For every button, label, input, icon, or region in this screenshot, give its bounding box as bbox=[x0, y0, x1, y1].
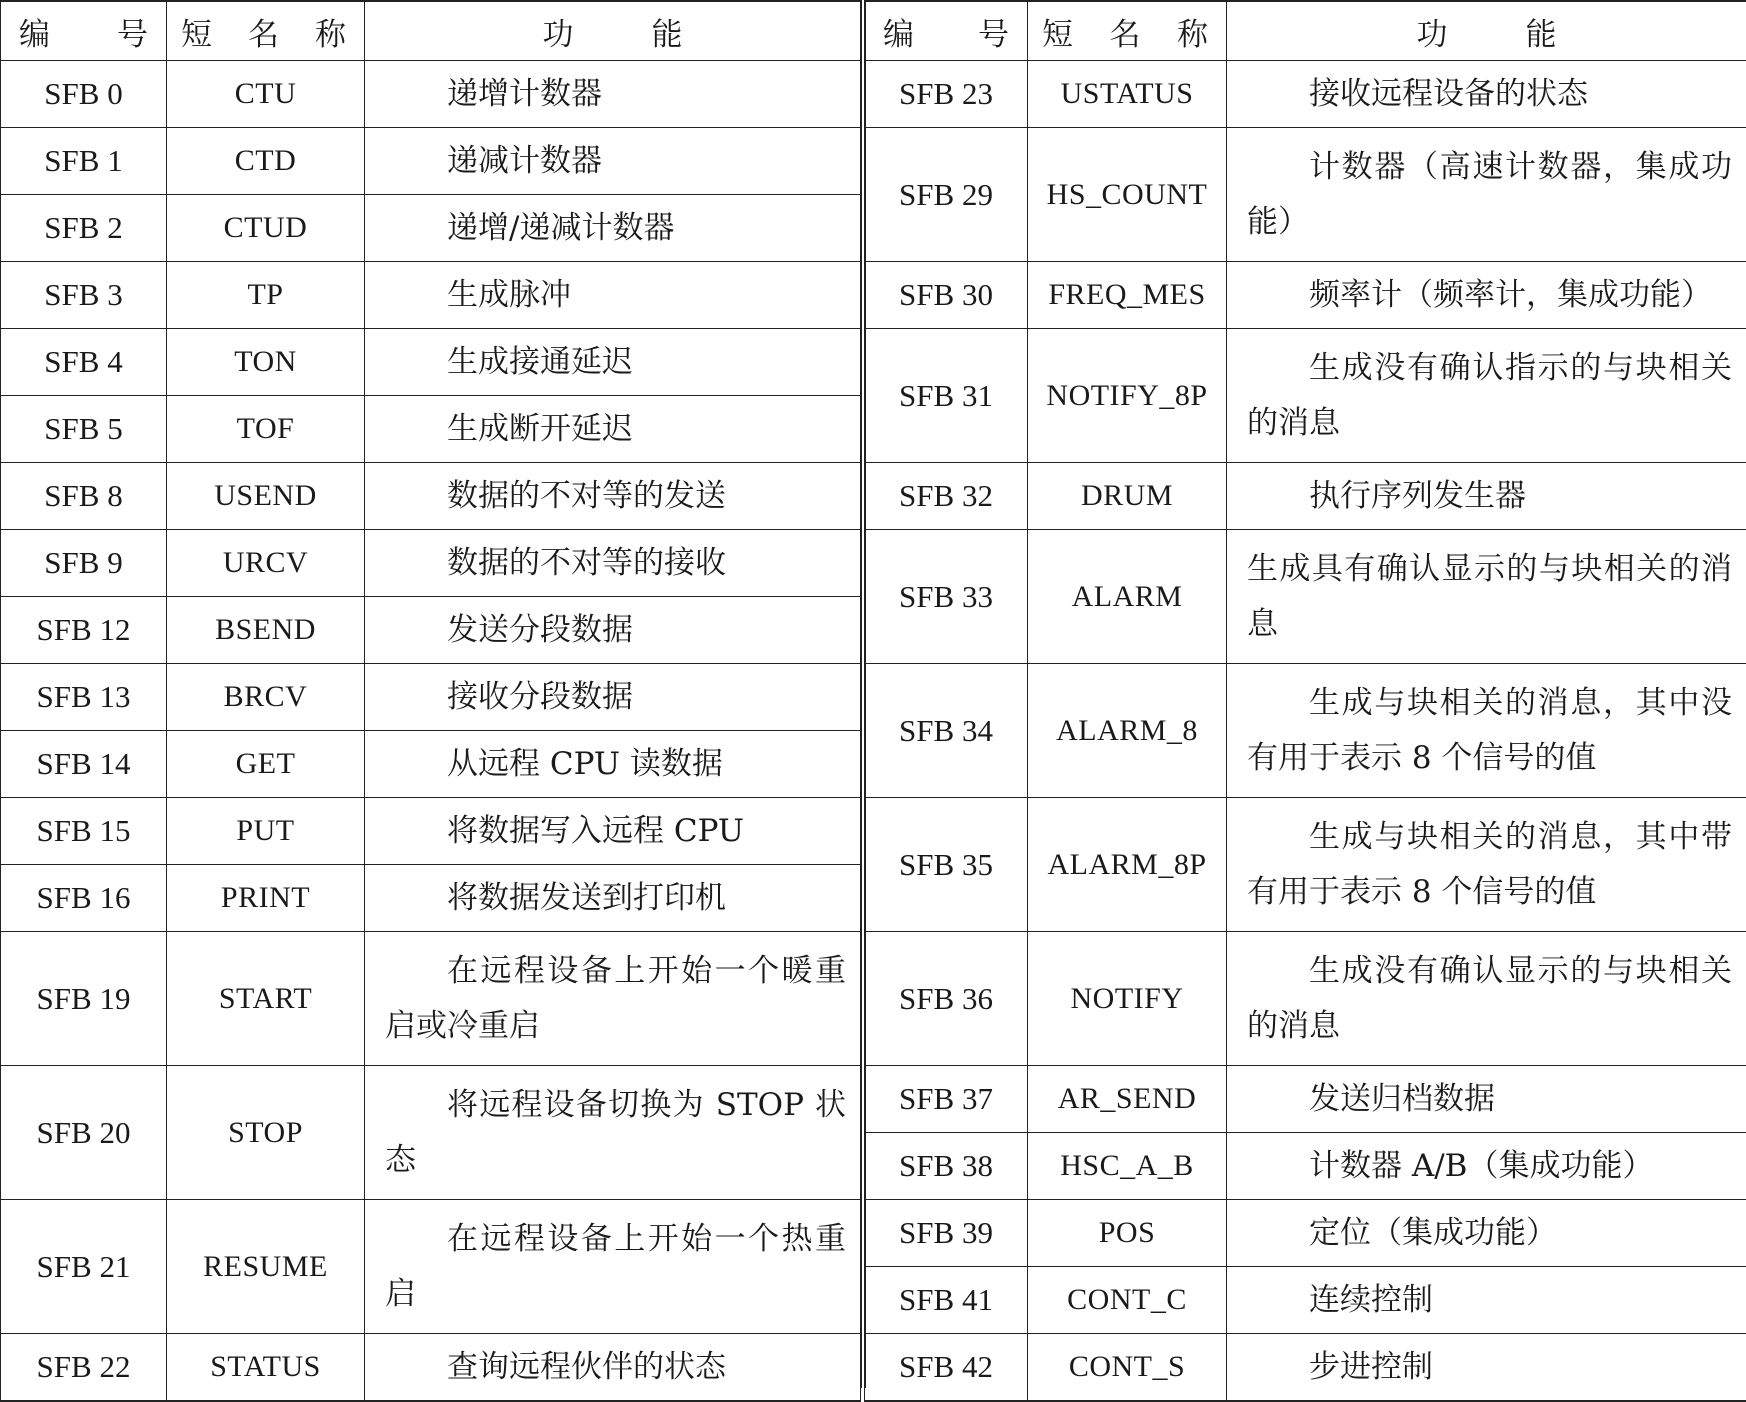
sfb-function-text: 接收分段数据 bbox=[385, 670, 846, 725]
sfb-function-text: 生成与块相关的消息，其中带有用于表示 8 个信号的值 bbox=[1247, 810, 1732, 920]
sfb-number: SFB 12 bbox=[1, 597, 167, 664]
sfb-number: SFB 37 bbox=[865, 1066, 1028, 1133]
sfb-number: SFB 31 bbox=[865, 329, 1028, 463]
sfb-abbr: STOP bbox=[167, 1066, 365, 1200]
table-row bbox=[865, 932, 1746, 1066]
sfb-function-text: 在远程设备上开始一个暖重启或冷重启 bbox=[385, 944, 846, 1054]
sfb-function bbox=[365, 597, 861, 664]
sfb-abbr: CONT_S bbox=[1028, 1334, 1227, 1402]
sfb-number: SFB 22 bbox=[1, 1334, 167, 1402]
table-row bbox=[1, 128, 861, 195]
sfb-function bbox=[1227, 1334, 1746, 1402]
sfb-number: SFB 21 bbox=[1, 1200, 167, 1334]
sfb-number: SFB 33 bbox=[865, 530, 1028, 664]
sfb-function bbox=[365, 664, 861, 731]
sfb-number: SFB 13 bbox=[1, 664, 167, 731]
sfb-number: SFB 36 bbox=[865, 932, 1028, 1066]
sfb-abbr: DRUM bbox=[1028, 463, 1227, 530]
sfb-function bbox=[1227, 530, 1746, 664]
table-row bbox=[1, 61, 861, 128]
sfb-function-text: 将数据写入远程 CPU bbox=[385, 804, 846, 859]
header-function: 功 能 bbox=[1227, 1, 1746, 61]
sfb-abbr: RESUME bbox=[167, 1200, 365, 1334]
table-row bbox=[1, 865, 861, 932]
sfb-function-text: 生成脉冲 bbox=[385, 268, 846, 323]
sfb-abbr: GET bbox=[167, 731, 365, 798]
sfb-function bbox=[365, 530, 861, 597]
sfb-abbr: PUT bbox=[167, 798, 365, 865]
header-row bbox=[865, 1, 1746, 61]
header-number: 编 号 bbox=[1, 1, 167, 61]
sfb-abbr: PRINT bbox=[167, 865, 365, 932]
table-row bbox=[1, 731, 861, 798]
sfb-function-text: 生成没有确认显示的与块相关的消息 bbox=[1247, 944, 1732, 1054]
sfb-number: SFB 41 bbox=[865, 1267, 1028, 1334]
sfb-abbr: URCV bbox=[167, 530, 365, 597]
sfb-table-right bbox=[864, 0, 1746, 1402]
sfb-abbr: CTU bbox=[167, 61, 365, 128]
table-row bbox=[865, 1267, 1746, 1334]
sfb-function-text: 计数器 A/B（集成功能） bbox=[1247, 1139, 1732, 1194]
header-row bbox=[1, 1, 861, 61]
table-row bbox=[865, 1200, 1746, 1267]
table-row bbox=[1, 1066, 861, 1200]
table-row bbox=[865, 530, 1746, 664]
table-row bbox=[1, 262, 861, 329]
sfb-function-text: 发送归档数据 bbox=[1247, 1072, 1732, 1127]
sfb-function bbox=[1227, 463, 1746, 530]
table-row bbox=[1, 1334, 861, 1402]
sfb-function bbox=[365, 1066, 861, 1200]
sfb-function bbox=[365, 262, 861, 329]
table-row bbox=[865, 128, 1746, 262]
sfb-function-text: 定位（集成功能） bbox=[1247, 1206, 1732, 1261]
sfb-function-text: 生成具有确认显示的与块相关的消息 bbox=[1247, 542, 1732, 652]
sfb-function-text: 查询远程伙伴的状态 bbox=[385, 1340, 846, 1395]
sfb-number: SFB 8 bbox=[1, 463, 167, 530]
sfb-function-text: 递增计数器 bbox=[385, 67, 846, 122]
sfb-function bbox=[365, 329, 861, 396]
table-row bbox=[1, 463, 861, 530]
sfb-function bbox=[1227, 664, 1746, 798]
table-row bbox=[865, 1133, 1746, 1200]
sfb-number: SFB 1 bbox=[1, 128, 167, 195]
sfb-function bbox=[1227, 1267, 1746, 1334]
table-row bbox=[1, 798, 861, 865]
sfb-function bbox=[365, 798, 861, 865]
table-row bbox=[865, 1066, 1746, 1133]
sfb-function bbox=[365, 932, 861, 1066]
sfb-abbr: START bbox=[167, 932, 365, 1066]
table-row bbox=[1, 530, 861, 597]
sfb-number: SFB 2 bbox=[1, 195, 167, 262]
sfb-abbr: HS_COUNT bbox=[1028, 128, 1227, 262]
sfb-number: SFB 4 bbox=[1, 329, 167, 396]
table-row bbox=[1, 1200, 861, 1334]
sfb-number: SFB 14 bbox=[1, 731, 167, 798]
sfb-abbr: CTD bbox=[167, 128, 365, 195]
table-row bbox=[1, 396, 861, 463]
table-row bbox=[865, 798, 1746, 932]
sfb-number: SFB 34 bbox=[865, 664, 1028, 798]
sfb-function-text: 生成断开延迟 bbox=[385, 402, 846, 457]
column-divider bbox=[860, 0, 862, 1388]
sfb-abbr: POS bbox=[1028, 1200, 1227, 1267]
sfb-function bbox=[1227, 932, 1746, 1066]
sfb-abbr: FREQ_MES bbox=[1028, 262, 1227, 329]
sfb-number: SFB 23 bbox=[865, 61, 1028, 128]
header-abbr: 短 名 称 bbox=[167, 1, 365, 61]
sfb-number: SFB 35 bbox=[865, 798, 1028, 932]
sfb-number: SFB 32 bbox=[865, 463, 1028, 530]
sfb-number: SFB 9 bbox=[1, 530, 167, 597]
sfb-number: SFB 29 bbox=[865, 128, 1028, 262]
sfb-function-text: 接收远程设备的状态 bbox=[1247, 67, 1732, 122]
sfb-function-text: 生成与块相关的消息，其中没有用于表示 8 个信号的值 bbox=[1247, 676, 1732, 786]
sfb-number: SFB 5 bbox=[1, 396, 167, 463]
sfb-function bbox=[365, 731, 861, 798]
sfb-number: SFB 16 bbox=[1, 865, 167, 932]
sfb-function bbox=[365, 865, 861, 932]
sfb-function-text: 执行序列发生器 bbox=[1247, 469, 1732, 524]
sfb-function bbox=[1227, 61, 1746, 128]
table-row bbox=[865, 262, 1746, 329]
sfb-function-text: 计数器（高速计数器，集成功能） bbox=[1247, 140, 1732, 250]
sfb-function-text: 数据的不对等的发送 bbox=[385, 469, 846, 524]
sfb-abbr: CONT_C bbox=[1028, 1267, 1227, 1334]
table-row bbox=[1, 329, 861, 396]
sfb-function bbox=[1227, 262, 1746, 329]
sfb-function-text: 数据的不对等的接收 bbox=[385, 536, 846, 591]
table-row bbox=[865, 61, 1746, 128]
sfb-function-text: 发送分段数据 bbox=[385, 603, 846, 658]
sfb-abbr: BSEND bbox=[167, 597, 365, 664]
sfb-abbr: USEND bbox=[167, 463, 365, 530]
sfb-number: SFB 15 bbox=[1, 798, 167, 865]
sfb-function bbox=[1227, 1066, 1746, 1133]
table-row bbox=[1, 597, 861, 664]
sfb-abbr: NOTIFY_8P bbox=[1028, 329, 1227, 463]
sfb-function bbox=[1227, 798, 1746, 932]
sfb-function bbox=[1227, 128, 1746, 262]
table-row bbox=[1, 664, 861, 731]
sfb-table-left bbox=[0, 0, 861, 1402]
sfb-function-text: 生成没有确认指示的与块相关的消息 bbox=[1247, 341, 1732, 451]
sfb-function bbox=[1227, 329, 1746, 463]
table-row bbox=[865, 664, 1746, 798]
sfb-function-text: 将远程设备切换为 STOP 状态 bbox=[385, 1078, 846, 1188]
sfb-number: SFB 19 bbox=[1, 932, 167, 1066]
sfb-abbr: NOTIFY bbox=[1028, 932, 1227, 1066]
sfb-number: SFB 42 bbox=[865, 1334, 1028, 1402]
header-function: 功 能 bbox=[365, 1, 861, 61]
sfb-abbr: HSC_A_B bbox=[1028, 1133, 1227, 1200]
sfb-function bbox=[365, 463, 861, 530]
sfb-number: SFB 38 bbox=[865, 1133, 1028, 1200]
sfb-number: SFB 0 bbox=[1, 61, 167, 128]
sfb-function-text: 步进控制 bbox=[1247, 1340, 1732, 1395]
table-row bbox=[1, 195, 861, 262]
sfb-abbr: ALARM_8P bbox=[1028, 798, 1227, 932]
header-number: 编 号 bbox=[865, 1, 1028, 61]
sfb-function-text: 生成接通延迟 bbox=[385, 335, 846, 390]
sfb-abbr: TON bbox=[167, 329, 365, 396]
sfb-abbr: ALARM bbox=[1028, 530, 1227, 664]
sfb-function bbox=[365, 396, 861, 463]
sfb-abbr: ALARM_8 bbox=[1028, 664, 1227, 798]
sfb-function-text: 将数据发送到打印机 bbox=[385, 871, 846, 926]
sfb-number: SFB 39 bbox=[865, 1200, 1028, 1267]
sfb-function bbox=[1227, 1200, 1746, 1267]
sfb-function-text: 频率计（频率计，集成功能） bbox=[1247, 268, 1732, 323]
sfb-abbr: TOF bbox=[167, 396, 365, 463]
sfb-function bbox=[365, 1200, 861, 1334]
header-abbr: 短 名 称 bbox=[1028, 1, 1227, 61]
sfb-abbr: CTUD bbox=[167, 195, 365, 262]
sfb-function-text: 从远程 CPU 读数据 bbox=[385, 737, 846, 792]
sfb-function bbox=[365, 1334, 861, 1402]
sfb-function bbox=[365, 195, 861, 262]
sfb-function-text: 在远程设备上开始一个热重启 bbox=[385, 1212, 846, 1322]
table-row bbox=[865, 1334, 1746, 1402]
table-row bbox=[865, 463, 1746, 530]
sfb-number: SFB 30 bbox=[865, 262, 1028, 329]
sfb-function-text: 连续控制 bbox=[1247, 1273, 1732, 1328]
sfb-function-text: 递增/递减计数器 bbox=[385, 201, 846, 256]
sfb-abbr: TP bbox=[167, 262, 365, 329]
sfb-function-text: 递减计数器 bbox=[385, 134, 846, 189]
sfb-number: SFB 3 bbox=[1, 262, 167, 329]
sfb-abbr: USTATUS bbox=[1028, 61, 1227, 128]
sfb-abbr: STATUS bbox=[167, 1334, 365, 1402]
sfb-abbr: BRCV bbox=[167, 664, 365, 731]
sfb-function bbox=[365, 61, 861, 128]
table-row bbox=[865, 329, 1746, 463]
sfb-number: SFB 20 bbox=[1, 1066, 167, 1200]
sfb-function bbox=[365, 128, 861, 195]
sfb-function bbox=[1227, 1133, 1746, 1200]
table-row bbox=[1, 932, 861, 1066]
sfb-abbr: AR_SEND bbox=[1028, 1066, 1227, 1133]
